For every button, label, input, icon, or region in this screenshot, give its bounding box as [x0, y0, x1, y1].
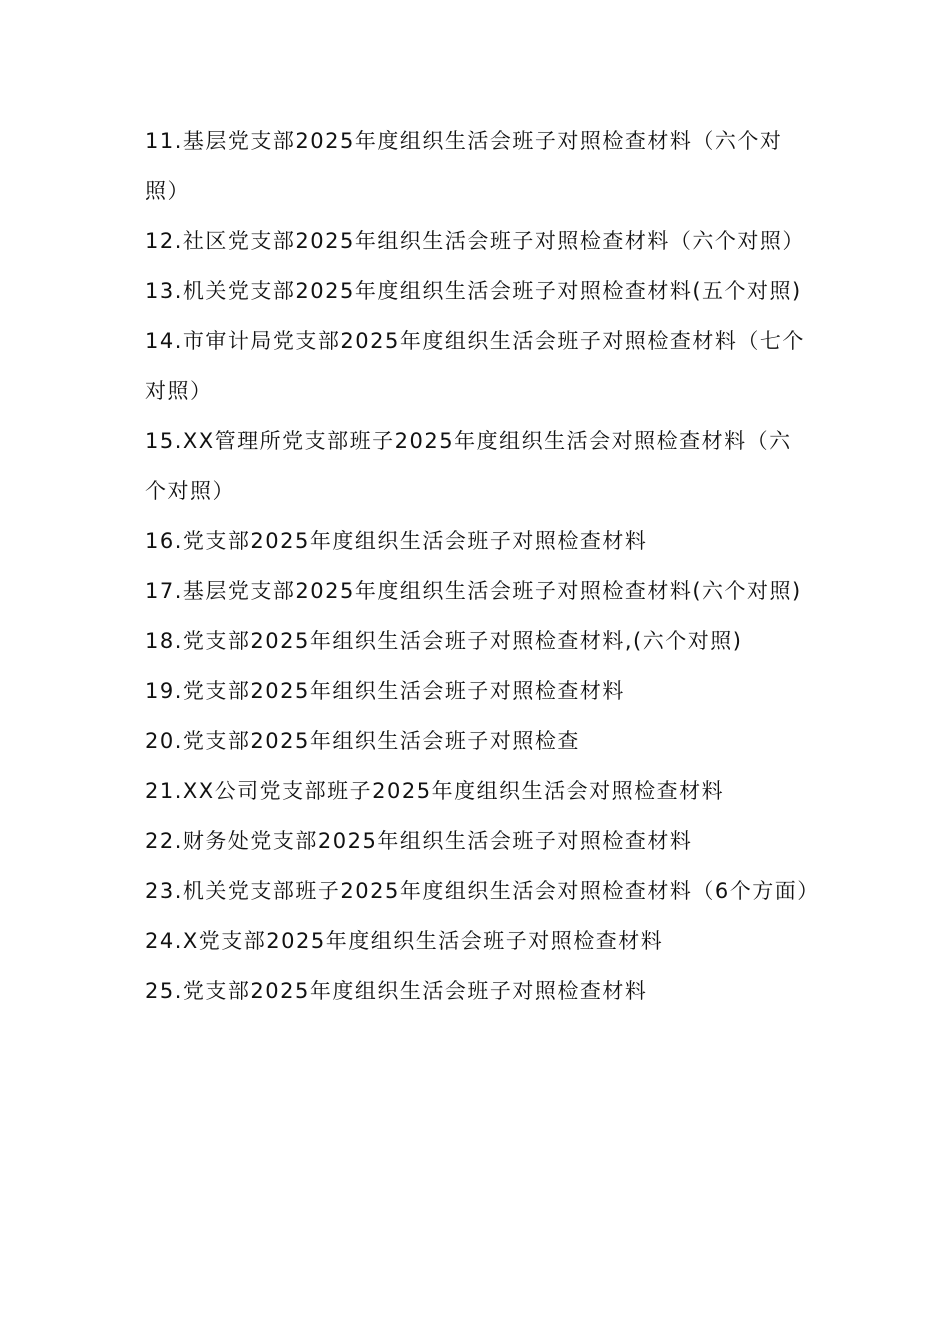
list-item: 24.X党支部2025年度组织生活会班子对照检查材料: [145, 929, 664, 953]
list-item: 11.基层党支部2025年度组织生活会班子对照检查材料（六个对照）: [145, 129, 783, 203]
list-item: 16.党支部2025年度组织生活会班子对照检查材料: [145, 529, 648, 553]
document-list: [145, 116, 820, 1016]
list-item: 18.党支部2025年组织生活会班子对照检查材料,(六个对照): [145, 629, 743, 653]
list-item: 13.机关党支部2025年度组织生活会班子对照检查材料(五个对照): [145, 279, 802, 303]
list-item: 25.党支部2025年度组织生活会班子对照检查材料: [145, 979, 648, 1003]
list-item: 19.党支部2025年组织生活会班子对照检查材料: [145, 679, 625, 703]
list-item: 23.机关党支部班子2025年度组织生活会对照检查材料（6个方面）: [145, 879, 820, 903]
list-item: 12.社区党支部2025年组织生活会班子对照检查材料（六个对照）: [145, 229, 805, 253]
list-item: 22.财务处党支部2025年组织生活会班子对照检查材料: [145, 829, 693, 853]
list-item: 21.XX公司党支部班子2025年度组织生活会对照检查材料: [145, 779, 725, 803]
list-item: 17.基层党支部2025年度组织生活会班子对照检查材料(六个对照): [145, 579, 802, 603]
list-item: 14.市审计局党支部2025年度组织生活会班子对照检查材料（七个对照）: [145, 329, 805, 403]
list-item: 20.党支部2025年组织生活会班子对照检查: [145, 729, 580, 753]
list-item: 15.XX管理所党支部班子2025年度组织生活会对照检查材料（六个对照）: [145, 429, 792, 503]
